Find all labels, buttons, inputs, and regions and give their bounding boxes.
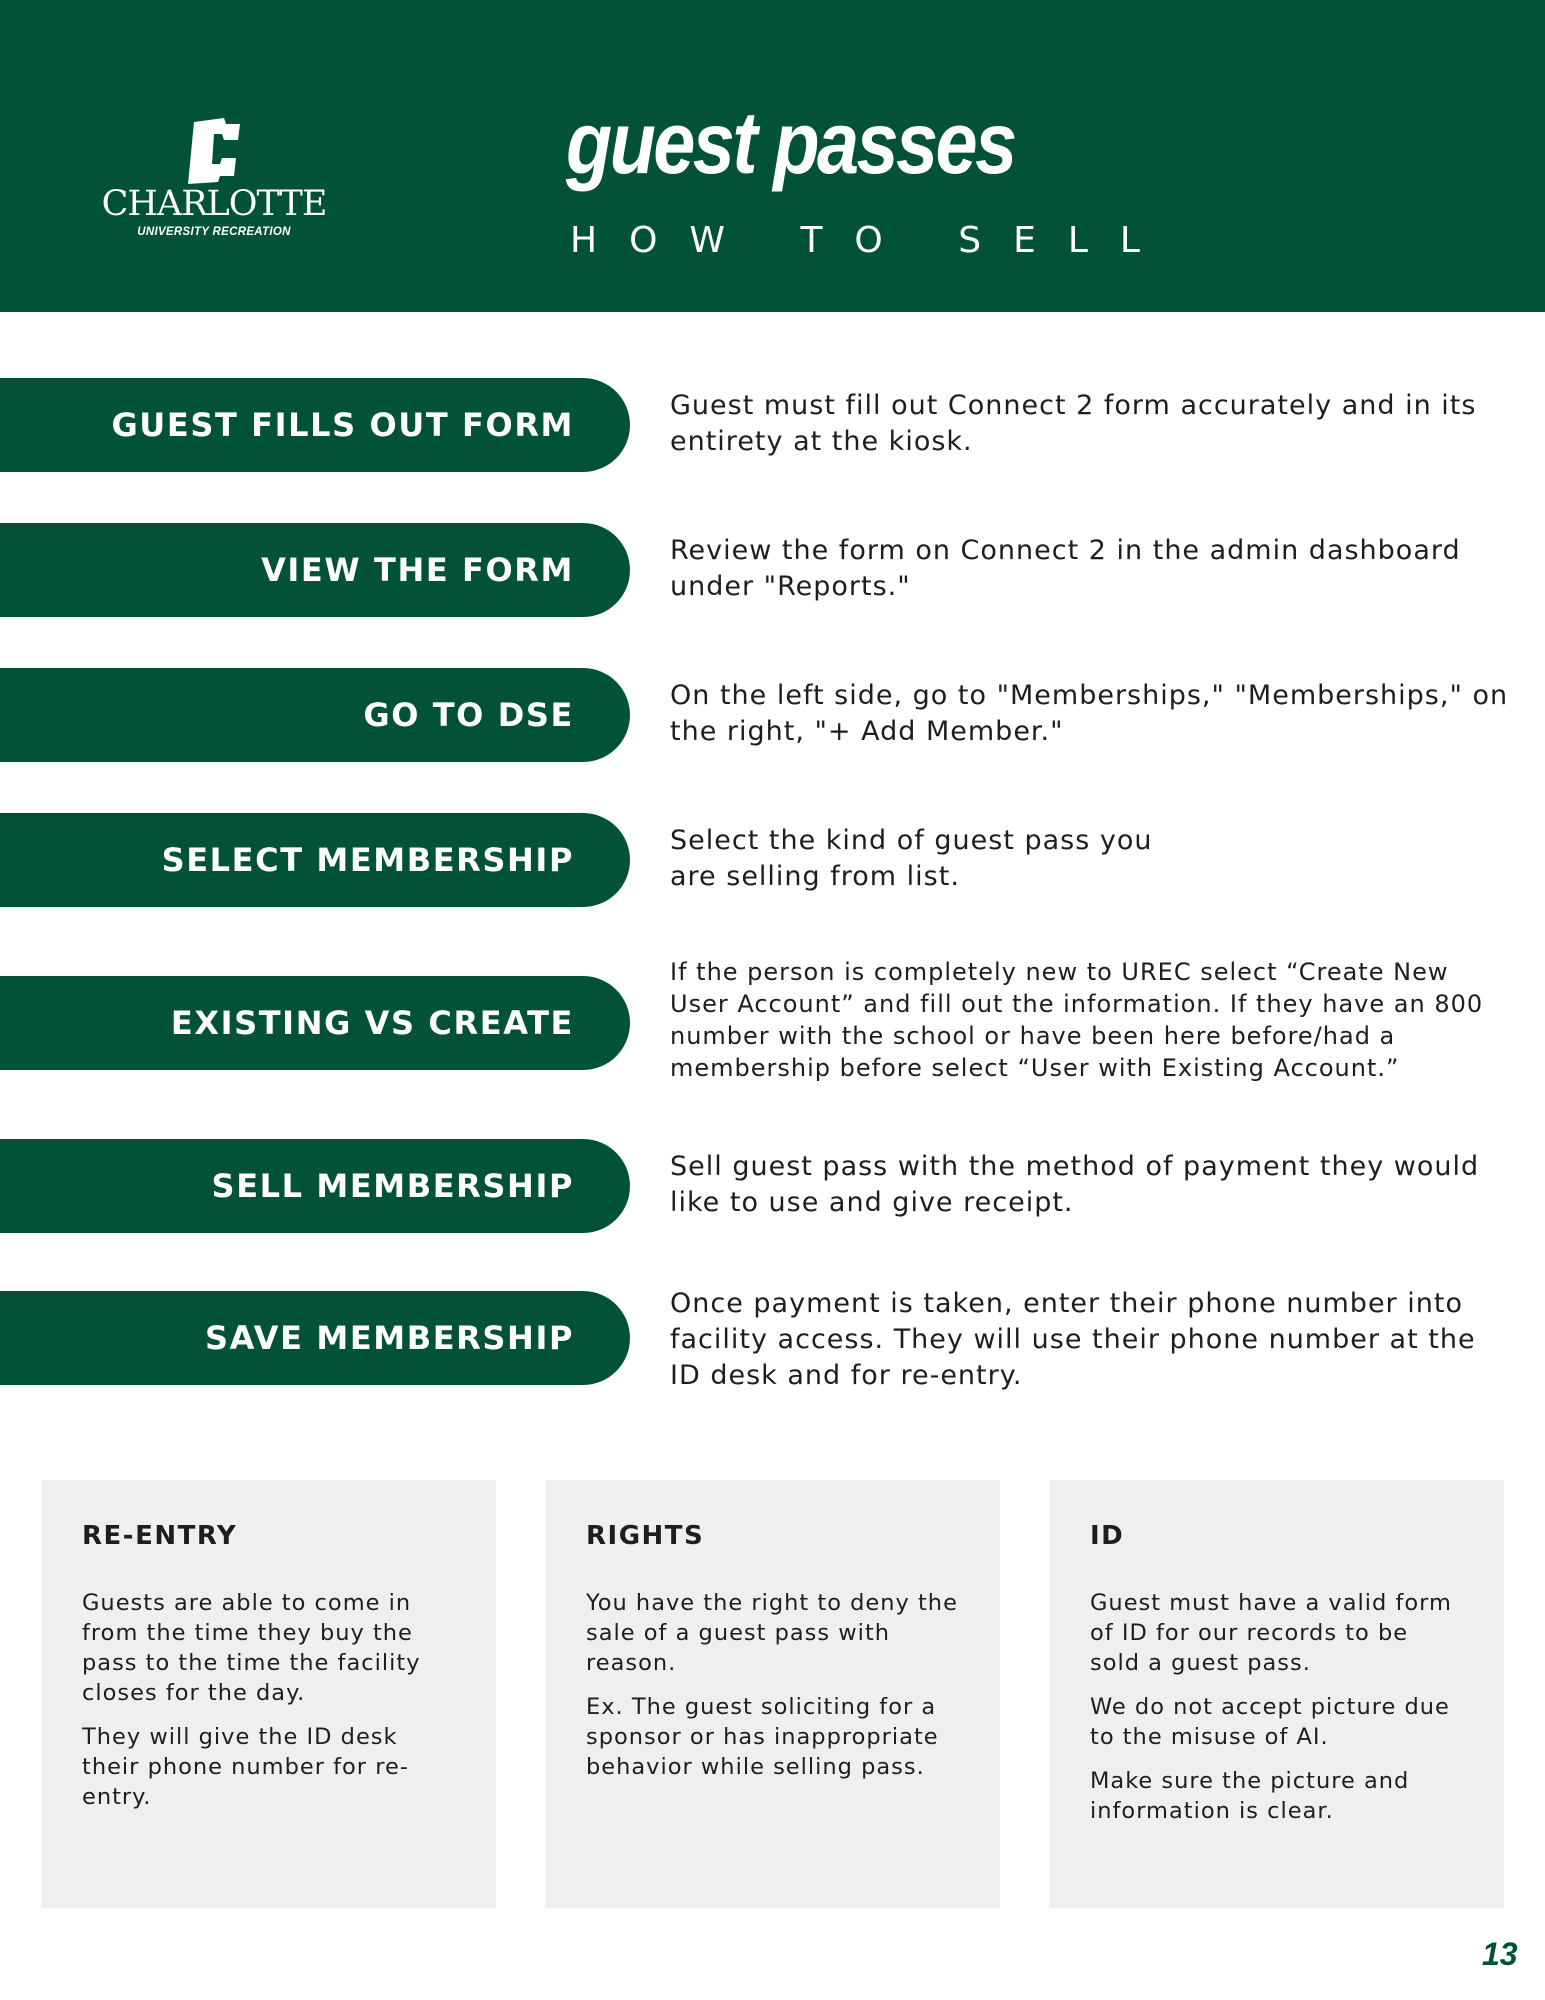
step-description: Select the kind of guest pass you are selling from list. [670,825,1153,892]
card-title: ID [1090,1521,1125,1551]
step-description: If the person is completely new to UREC select “Create New User Account” and fill out the information. If they have an 800 number with the school or have been here before/had a membership before select “User with Existing Account.” [670,958,1484,1082]
charlotte-logo [98,118,330,243]
step-label: SELECT MEMBERSHIP [161,841,574,879]
charlotte-c-icon [186,118,242,184]
step-label: GUEST FILLS OUT FORM [111,406,574,444]
step-view-the-form [0,523,1545,617]
card-paragraph: They will give the ID desk their phone number for re-entry. [82,1724,409,1810]
step-sell-membership [0,1139,1545,1233]
logo-subtitle: UNIVERSITY RECREATION [137,226,291,238]
step-pill [0,523,630,617]
page-subtitle: HOW TO SELL [570,220,1172,261]
card-rights [545,1480,1000,1908]
header-banner [0,0,1545,312]
step-guest-fills-out-form [0,378,1545,472]
step-pill [0,1139,630,1233]
step-description: Guest must fill out Connect 2 form accurately and in its entirety at the kiosk. [670,390,1477,457]
card-paragraph: Guests are able to come in from the time they buy the pass to the time the facility closes for the day. [82,1590,421,1706]
card-paragraph: Ex. The guest soliciting for a sponsor or has inappropriate behavior while selling pass. [586,1694,939,1780]
step-pill [0,1291,630,1385]
card-title: RE-ENTRY [82,1521,238,1551]
card-title: RIGHTS [586,1521,705,1551]
card-paragraph: We do not accept picture due to the misuse of AI. [1090,1694,1450,1750]
page-title: guest passes [566,93,1015,192]
step-existing-vs-create [0,958,1545,1082]
step-label: EXISTING VS CREATE [170,1004,574,1042]
card-paragraph: You have the right to deny the sale of a guest pass with reason. [586,1590,958,1676]
step-label: VIEW THE FORM [261,551,574,589]
card-paragraph: Make sure the picture and information is clear. [1090,1768,1410,1824]
step-save-membership [0,1288,1545,1391]
step-label: GO TO DSE [363,696,574,734]
step-select-membership [0,813,1545,907]
step-description: Once payment is taken, enter their phone number into facility access. They will use their phone number at the ID desk and for re-entry. [670,1288,1476,1391]
step-go-to-dse [0,668,1545,762]
step-description: On the left side, go to "Memberships," "Memberships," on the right, "+ Add Member." [670,680,1509,747]
logo-wordmark: CHARLOTTE [101,184,327,224]
card-paragraph: Guest must have a valid form of ID for our records to be sold a guest pass. [1090,1590,1452,1676]
step-description: Review the form on Connect 2 in the admin dashboard under "Reports." [670,535,1461,602]
card-id [1049,1480,1504,1908]
step-pill [0,813,630,907]
step-label: SELL MEMBERSHIP [211,1167,574,1205]
step-description: Sell guest pass with the method of payment they would like to use and give receipt. [670,1151,1480,1218]
step-pill [0,976,630,1070]
step-pill [0,668,630,762]
card-re-entry [41,1480,496,1908]
page-number: 13 [1482,1936,1518,1972]
step-label: SAVE MEMBERSHIP [204,1319,574,1357]
step-pill [0,378,630,472]
